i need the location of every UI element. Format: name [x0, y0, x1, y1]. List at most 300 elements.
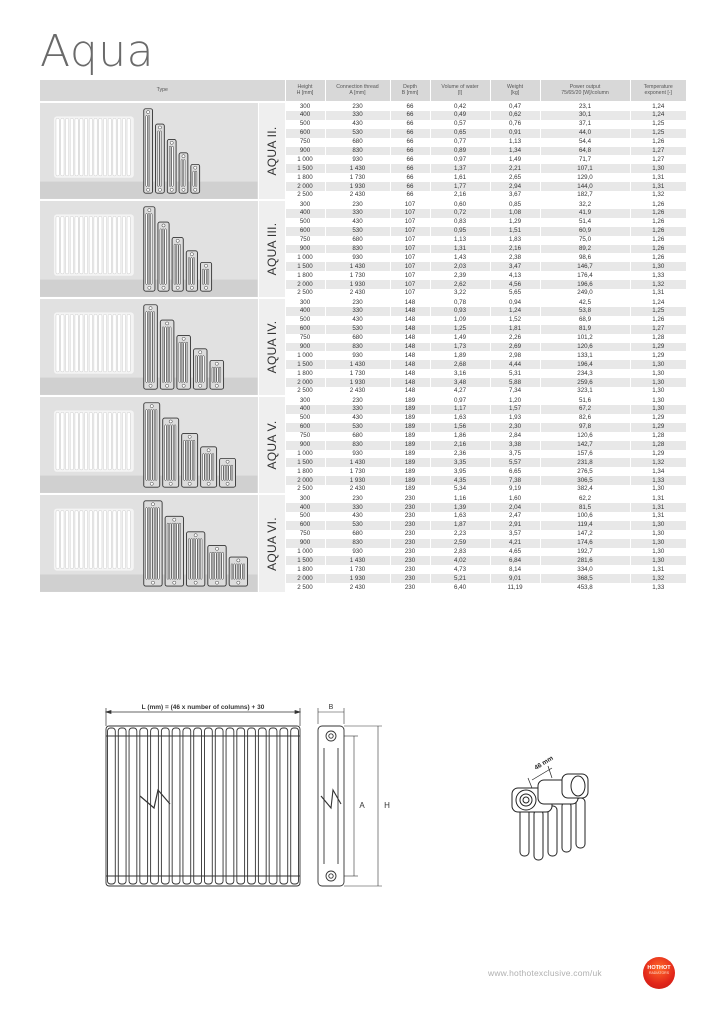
table-cell: 300 [285, 298, 325, 307]
table-cell: 680 [325, 432, 390, 441]
table-cell: 0,60 [430, 200, 490, 209]
table-cell: 0,89 [430, 147, 490, 156]
table-cell: 147,2 [540, 530, 630, 539]
table-cell: 107 [390, 209, 430, 218]
table-cell: 430 [325, 512, 390, 521]
table-cell: 2 500 [285, 191, 325, 200]
table-cell: 1,24 [490, 307, 540, 316]
table-cell: 1,29 [630, 423, 686, 432]
table-cell: 1,26 [630, 236, 686, 245]
table-cell: 196,4 [540, 360, 630, 369]
table-cell: 1,89 [430, 351, 490, 360]
table-cell: 2,39 [430, 271, 490, 280]
table-cell: 1,31 [630, 512, 686, 521]
table-cell: 1 730 [325, 467, 390, 476]
table-cell: 2,83 [430, 548, 490, 557]
table-cell: 189 [390, 396, 430, 405]
table-cell: 1 000 [285, 450, 325, 459]
table-cell: 0,65 [430, 129, 490, 138]
table-row [40, 396, 686, 405]
table-cell: 101,2 [540, 334, 630, 343]
table-cell: 192,7 [540, 548, 630, 557]
spec-table-body [40, 102, 686, 592]
table-cell: 1,57 [490, 405, 540, 414]
table-cell: 1,29 [630, 450, 686, 459]
radiator-column [226, 728, 234, 884]
table-cell: 1 500 [285, 360, 325, 369]
table-cell: 189 [390, 432, 430, 441]
table-cell: 2,16 [430, 191, 490, 200]
table-cell: 1,30 [630, 378, 686, 387]
table-cell: 62,2 [540, 494, 630, 503]
table-cell: 2,98 [490, 351, 540, 360]
table-cell: 1,30 [630, 164, 686, 173]
table-cell: 300 [285, 396, 325, 405]
table-cell: 1 730 [325, 271, 390, 280]
table-cell: 750 [285, 138, 325, 147]
table-cell: 276,5 [540, 467, 630, 476]
table-cell: 1,26 [630, 200, 686, 209]
radiator-column [183, 728, 191, 884]
length-formula: L (mm) = (46 x number of columns) + 30 [141, 704, 265, 711]
table-cell: 1,31 [630, 494, 686, 503]
table-cell: 230 [390, 583, 430, 592]
table-cell: 430 [325, 218, 390, 227]
table-cell: 1,25 [630, 307, 686, 316]
table-cell: 1,29 [630, 343, 686, 352]
table-cell: 1 730 [325, 173, 390, 182]
table-cell: 830 [325, 343, 390, 352]
model-name-cell [258, 102, 285, 200]
table-cell: 2,04 [490, 503, 540, 512]
table-row [40, 298, 686, 307]
table-cell: 107 [390, 271, 430, 280]
logo-text: HOTHOT [647, 965, 671, 971]
table-cell: 1,30 [630, 369, 686, 378]
table-cell: 830 [325, 245, 390, 254]
table-cell: 1,60 [490, 494, 540, 503]
table-cell: 680 [325, 530, 390, 539]
table-cell: 66 [390, 164, 430, 173]
table-cell: 3,22 [430, 289, 490, 298]
table-cell: 230 [325, 102, 390, 111]
table-cell: 330 [325, 307, 390, 316]
label-h: H [384, 801, 390, 810]
table-cell: 1,31 [630, 289, 686, 298]
table-cell: 97,8 [540, 423, 630, 432]
table-cell: 0,77 [430, 138, 490, 147]
table-cell: 148 [390, 325, 430, 334]
table-cell: 230 [390, 494, 430, 503]
table-cell: 81,9 [540, 325, 630, 334]
table-cell: 4,73 [430, 565, 490, 574]
table-cell: 1,93 [490, 414, 540, 423]
table-cell: 1,31 [630, 182, 686, 191]
model-name: AQUA VI. [264, 516, 279, 571]
table-cell: 142,7 [540, 441, 630, 450]
radiator-column [140, 728, 148, 884]
table-cell: 334,0 [540, 565, 630, 574]
table-cell: 2,38 [490, 253, 540, 262]
table-cell: 930 [325, 155, 390, 164]
table-cell: 281,6 [540, 556, 630, 565]
table-cell: 120,6 [540, 343, 630, 352]
table-cell: 0,85 [490, 200, 540, 209]
table-cell: 2 000 [285, 182, 325, 191]
table-cell: 249,0 [540, 289, 630, 298]
table-cell: 1,24 [630, 298, 686, 307]
table-cell: 107 [390, 200, 430, 209]
spec-table [40, 80, 686, 592]
table-cell: 66 [390, 129, 430, 138]
table-cell: 0,83 [430, 218, 490, 227]
table-cell: 1,30 [630, 387, 686, 396]
model-name-cell [258, 200, 285, 298]
table-cell: 2 500 [285, 387, 325, 396]
table-cell: 148 [390, 334, 430, 343]
table-cell: 430 [325, 316, 390, 325]
table-cell: 230 [390, 539, 430, 548]
radiator-photo [40, 397, 258, 493]
table-cell: 1,26 [630, 209, 686, 218]
table-cell: 930 [325, 351, 390, 360]
table-cell: 230 [390, 548, 430, 557]
table-cell: 189 [390, 458, 430, 467]
table-cell: 37,1 [540, 120, 630, 129]
table-cell: 3,47 [490, 262, 540, 271]
table-cell: 1,52 [490, 316, 540, 325]
table-cell: 900 [285, 441, 325, 450]
table-cell: 2,16 [490, 245, 540, 254]
radiator-image-cell [40, 102, 258, 200]
table-cell: 1,34 [630, 467, 686, 476]
table-cell: 0,91 [490, 129, 540, 138]
table-cell: 1 930 [325, 182, 390, 191]
table-cell: 1 500 [285, 556, 325, 565]
table-cell: 330 [325, 209, 390, 218]
table-cell: 750 [285, 236, 325, 245]
table-cell: 189 [390, 450, 430, 459]
table-cell: 2 000 [285, 574, 325, 583]
table-cell: 189 [390, 414, 430, 423]
table-cell: 32,2 [540, 200, 630, 209]
table-cell: 1,77 [430, 182, 490, 191]
table-row [40, 102, 686, 111]
table-cell: 68,9 [540, 316, 630, 325]
header-height: Height H [mm] [285, 80, 325, 102]
table-cell: 1,32 [630, 191, 686, 200]
table-cell: 4,44 [490, 360, 540, 369]
table-cell: 930 [325, 253, 390, 262]
table-cell: 157,6 [540, 450, 630, 459]
table-cell: 0,97 [430, 155, 490, 164]
table-cell: 189 [390, 423, 430, 432]
table-cell: 1,34 [490, 147, 540, 156]
table-cell: 60,9 [540, 227, 630, 236]
table-cell: 5,65 [490, 289, 540, 298]
table-cell: 174,6 [540, 539, 630, 548]
table-cell: 5,31 [490, 369, 540, 378]
header-weight: Weight [kg] [490, 80, 540, 102]
table-cell: 600 [285, 521, 325, 530]
table-cell: 900 [285, 539, 325, 548]
table-cell: 1,09 [430, 316, 490, 325]
table-cell: 230 [390, 521, 430, 530]
table-cell: 196,6 [540, 280, 630, 289]
table-cell: 1 430 [325, 360, 390, 369]
table-cell: 0,95 [430, 227, 490, 236]
table-cell: 1,33 [630, 583, 686, 592]
table-cell: 0,93 [430, 307, 490, 316]
table-cell: 66 [390, 138, 430, 147]
front-side-technical-drawing [100, 700, 400, 895]
table-cell: 0,42 [430, 102, 490, 111]
radiator-column [280, 728, 288, 884]
table-cell: 2,21 [490, 164, 540, 173]
table-cell: 830 [325, 539, 390, 548]
table-cell: 930 [325, 450, 390, 459]
table-cell: 0,57 [430, 120, 490, 129]
table-cell: 230 [390, 556, 430, 565]
table-cell: 2,47 [490, 512, 540, 521]
model-name-cell [258, 396, 285, 494]
model-name: AQUA V. [264, 420, 279, 470]
table-cell: 1,83 [490, 236, 540, 245]
table-cell: 1,29 [630, 414, 686, 423]
table-cell: 44,0 [540, 129, 630, 138]
logo-subtext: RADIATORS [648, 971, 670, 975]
radiator-photo [40, 495, 258, 592]
table-cell: 2 500 [285, 289, 325, 298]
label-a: A [359, 801, 365, 810]
table-cell: 8,14 [490, 565, 540, 574]
table-cell: 400 [285, 209, 325, 218]
table-cell: 2,65 [490, 173, 540, 182]
table-cell: 900 [285, 343, 325, 352]
table-cell: 500 [285, 120, 325, 129]
table-cell: 148 [390, 298, 430, 307]
table-cell: 1,30 [630, 360, 686, 369]
table-cell: 2,84 [490, 432, 540, 441]
table-cell: 30,1 [540, 111, 630, 120]
model-name-cell [258, 298, 285, 396]
model-name: AQUA III. [264, 222, 279, 276]
table-cell: 2 430 [325, 289, 390, 298]
model-name: AQUA II. [264, 126, 279, 176]
table-cell: 1,61 [430, 173, 490, 182]
table-cell: 1,26 [630, 138, 686, 147]
table-cell: 750 [285, 432, 325, 441]
table-cell: 4,65 [490, 548, 540, 557]
table-cell: 368,5 [540, 574, 630, 583]
table-cell: 0,62 [490, 111, 540, 120]
table-cell: 148 [390, 307, 430, 316]
table-cell: 1,28 [630, 334, 686, 343]
table-cell: 1,87 [430, 521, 490, 530]
header-power: Power output 75/65/20 [W]/column [540, 80, 630, 102]
table-cell: 2 430 [325, 583, 390, 592]
table-cell: 1 930 [325, 476, 390, 485]
table-cell: 530 [325, 521, 390, 530]
table-cell: 120,6 [540, 432, 630, 441]
table-cell: 148 [390, 351, 430, 360]
table-cell: 144,0 [540, 182, 630, 191]
table-cell: 148 [390, 343, 430, 352]
radiator-front-view [106, 726, 300, 886]
table-cell: 0,94 [490, 298, 540, 307]
table-cell: 2,30 [490, 423, 540, 432]
table-cell: 300 [285, 200, 325, 209]
table-cell: 1,24 [630, 111, 686, 120]
table-cell: 1,32 [630, 280, 686, 289]
table-cell: 1,39 [430, 503, 490, 512]
header-volume: Volume of water [l] [430, 80, 490, 102]
table-cell: 1,51 [490, 227, 540, 236]
table-cell: 2,03 [430, 262, 490, 271]
table-cell: 900 [285, 245, 325, 254]
table-cell: 2,62 [430, 280, 490, 289]
table-cell: 5,21 [430, 574, 490, 583]
table-cell: 189 [390, 485, 430, 494]
table-cell: 41,9 [540, 209, 630, 218]
table-cell: 2,16 [430, 441, 490, 450]
table-cell: 530 [325, 325, 390, 334]
table-cell: 2,68 [430, 360, 490, 369]
table-row [40, 200, 686, 209]
table-cell: 230 [325, 200, 390, 209]
table-cell: 1,63 [430, 512, 490, 521]
radiator-column [237, 728, 245, 884]
table-cell: 230 [325, 396, 390, 405]
table-cell: 1,30 [630, 485, 686, 494]
table-cell: 189 [390, 405, 430, 414]
table-cell: 750 [285, 334, 325, 343]
radiator-column [161, 728, 169, 884]
table-cell: 1,30 [630, 405, 686, 414]
table-cell: 66 [390, 173, 430, 182]
table-cell: 3,16 [430, 369, 490, 378]
table-cell: 1 930 [325, 574, 390, 583]
table-cell: 1,26 [630, 316, 686, 325]
table-cell: 1,49 [490, 155, 540, 164]
header-connection: Connection thread A [mm] [325, 80, 390, 102]
table-cell: 1,30 [630, 556, 686, 565]
table-cell: 1 800 [285, 467, 325, 476]
table-cell: 2,26 [490, 334, 540, 343]
table-cell: 2 000 [285, 378, 325, 387]
radiator-column [269, 728, 277, 884]
table-cell: 680 [325, 138, 390, 147]
table-cell: 600 [285, 129, 325, 138]
radiator-image-cell [40, 298, 258, 396]
table-cell: 0,72 [430, 209, 490, 218]
table-cell: 4,21 [490, 539, 540, 548]
table-cell: 1,27 [630, 155, 686, 164]
table-cell: 230 [390, 503, 430, 512]
table-cell: 830 [325, 441, 390, 450]
table-cell: 230 [390, 574, 430, 583]
table-cell: 4,13 [490, 271, 540, 280]
table-cell: 1 730 [325, 565, 390, 574]
table-cell: 1,30 [630, 539, 686, 548]
radiator-photo [40, 201, 258, 297]
table-cell: 82,6 [540, 414, 630, 423]
table-cell: 230 [390, 565, 430, 574]
table-cell: 67,2 [540, 405, 630, 414]
table-cell: 1,30 [630, 548, 686, 557]
table-cell: 1,26 [630, 253, 686, 262]
table-cell: 0,78 [430, 298, 490, 307]
table-cell: 2 000 [285, 280, 325, 289]
table-cell: 148 [390, 360, 430, 369]
radiator-column [129, 728, 137, 884]
radiator-side-view [318, 726, 344, 886]
table-cell: 81,5 [540, 503, 630, 512]
table-cell: 1 500 [285, 262, 325, 271]
table-cell: 930 [325, 548, 390, 557]
radiator-photo [40, 103, 258, 199]
table-cell: 750 [285, 530, 325, 539]
table-cell: 11,19 [490, 583, 540, 592]
radiator-column [108, 728, 116, 884]
table-cell: 119,4 [540, 521, 630, 530]
table-cell: 2,59 [430, 539, 490, 548]
table-cell: 1,86 [430, 432, 490, 441]
table-cell: 1,08 [490, 209, 540, 218]
table-cell: 6,84 [490, 556, 540, 565]
table-cell: 3,38 [490, 441, 540, 450]
table-cell: 530 [325, 423, 390, 432]
table-cell: 400 [285, 503, 325, 512]
table-cell: 0,47 [490, 102, 540, 111]
table-cell: 300 [285, 494, 325, 503]
header-depth: Depth B [mm] [390, 80, 430, 102]
header-exponent: Temperature exponent [-] [630, 80, 686, 102]
table-cell: 230 [390, 512, 430, 521]
table-cell: 51,4 [540, 218, 630, 227]
website-url[interactable]: www.hothotexclusive.com/uk [488, 968, 602, 978]
table-cell: 500 [285, 316, 325, 325]
isometric-connection-drawing [490, 748, 610, 868]
table-cell: 1,30 [630, 396, 686, 405]
table-cell: 182,7 [540, 191, 630, 200]
table-cell: 500 [285, 218, 325, 227]
table-cell: 107 [390, 289, 430, 298]
radiator-column [291, 728, 299, 884]
table-cell: 600 [285, 325, 325, 334]
table-cell: 133,1 [540, 351, 630, 360]
table-cell: 1,25 [630, 120, 686, 129]
table-cell: 400 [285, 111, 325, 120]
table-cell: 2 430 [325, 387, 390, 396]
table-cell: 107 [390, 262, 430, 271]
radiator-image-cell [40, 494, 258, 592]
table-cell: 66 [390, 120, 430, 129]
table-cell: 1 800 [285, 565, 325, 574]
label-b: B [328, 704, 334, 711]
table-cell: 1 430 [325, 458, 390, 467]
table-cell: 176,4 [540, 271, 630, 280]
table-cell: 2 430 [325, 485, 390, 494]
table-cell: 230 [325, 494, 390, 503]
table-cell: 430 [325, 120, 390, 129]
table-cell: 1,30 [630, 530, 686, 539]
table-cell: 1,27 [630, 147, 686, 156]
table-cell: 1,81 [490, 325, 540, 334]
column-pitch-label: 46 mm [533, 754, 555, 772]
table-cell: 66 [390, 147, 430, 156]
radiator-image-cell [40, 396, 258, 494]
